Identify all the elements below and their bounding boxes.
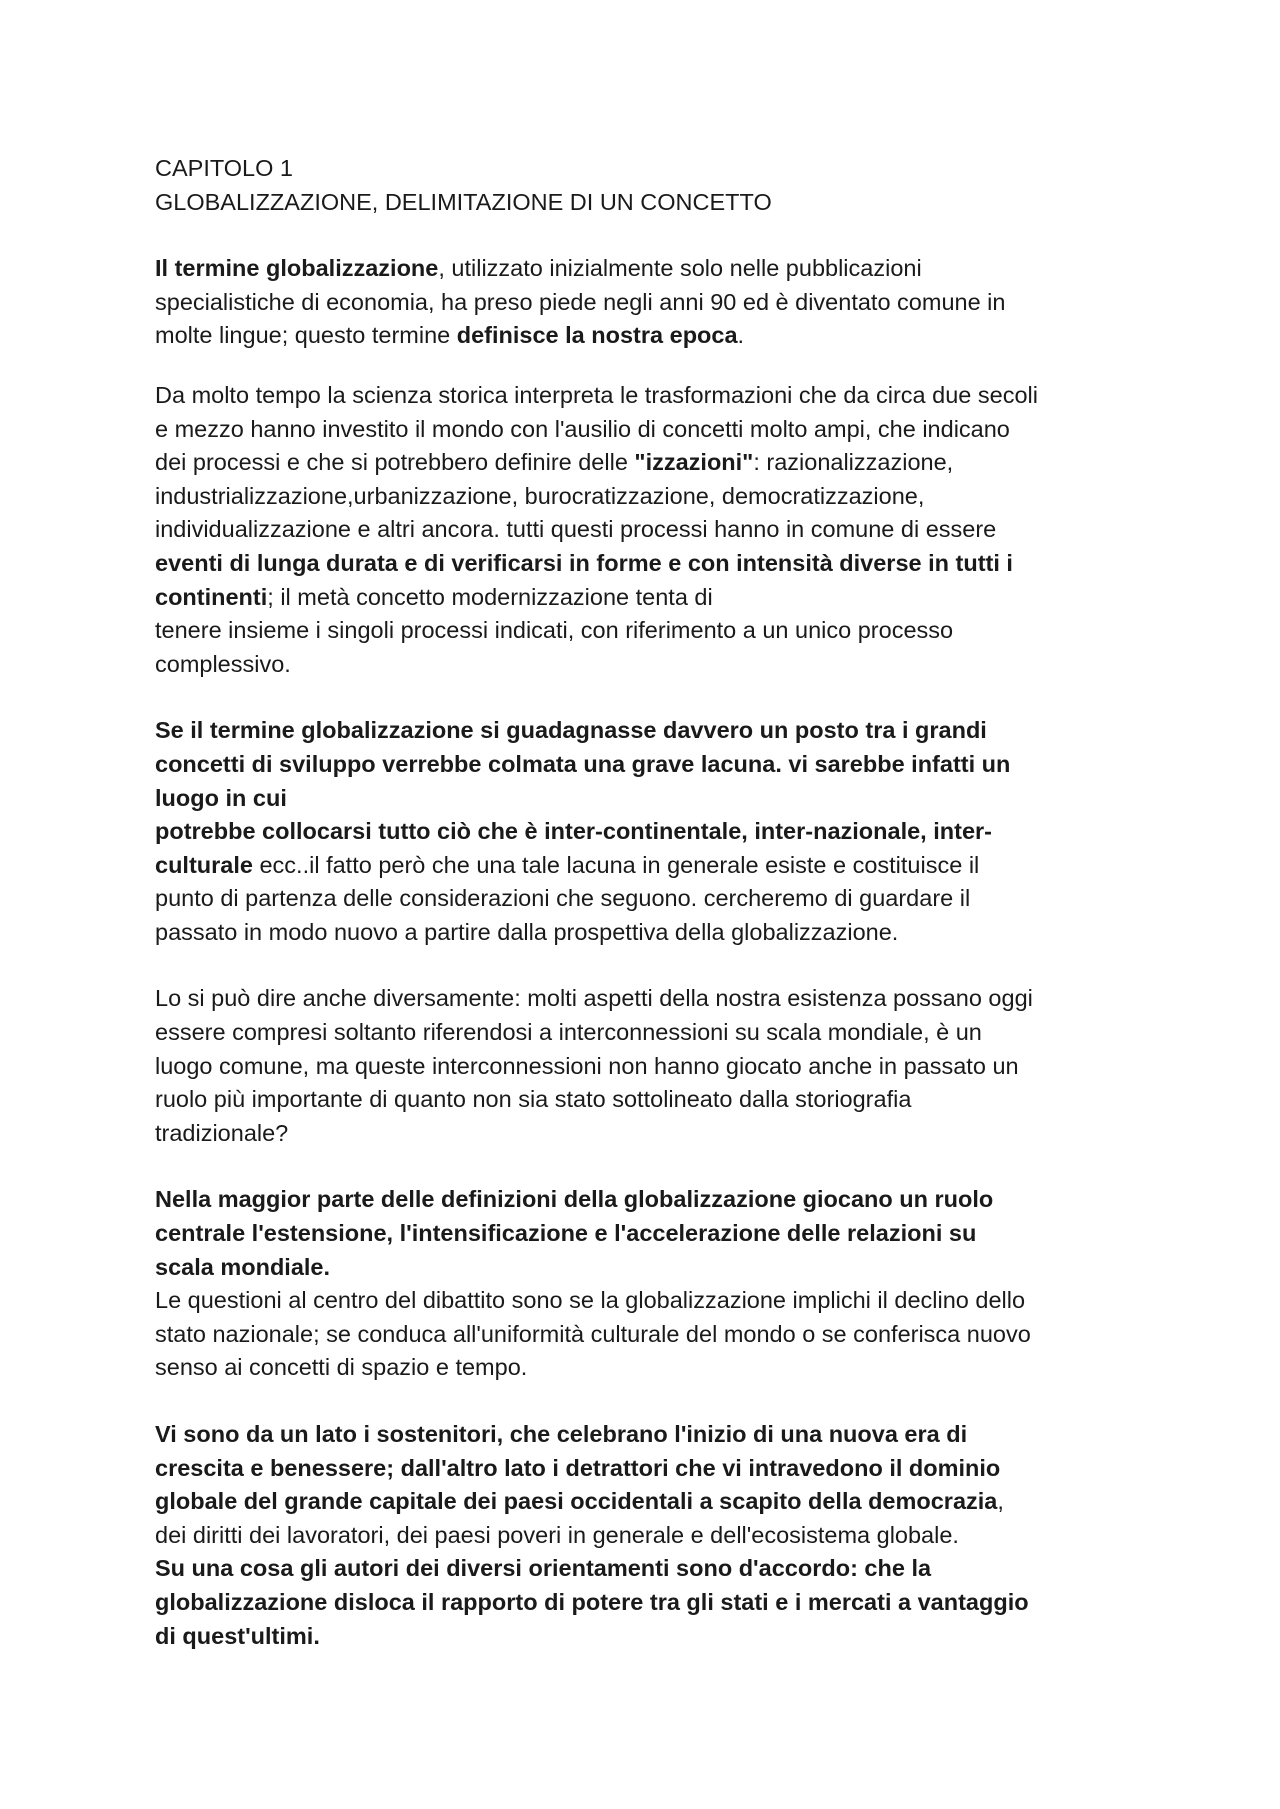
paragraph-line: passato in modo nuovo a partire dalla prospettiva della globalizzazione. [155, 918, 899, 945]
paragraph-line: Nella maggior parte delle definizioni della globalizzazione giocano un ruolo [155, 1186, 994, 1213]
paragraph-line [155, 319, 1165, 353]
paragraph-2 [155, 379, 1165, 681]
paragraph-line: concetti di sviluppo verrebbe colmata una grave lacuna. vi sarebbe infatti un [155, 750, 1011, 777]
text: ; il metà concetto modernizzazione tenta di [267, 583, 713, 610]
paragraph-line: centrale l'estensione, l'intensificazione e l'accelerazione delle relazioni su [155, 1220, 977, 1247]
paragraph-line: Su una cosa gli autori dei diversi orientamenti sono d'accordo: che la [155, 1555, 932, 1582]
text: . [737, 322, 745, 349]
paragraph-line [155, 581, 1165, 615]
paragraph-6 [155, 1418, 1165, 1653]
paragraph-line: ruolo più importante di quanto non sia stato sottolineato dalla storiografia [155, 1086, 912, 1113]
paragraph-line: essere compresi soltanto riferendosi a interconnessioni su scala mondiale, è un [155, 1019, 982, 1046]
bold-text: Il termine globalizzazione [155, 255, 439, 282]
paragraph-3 [155, 714, 1165, 949]
paragraph-line [155, 252, 1165, 286]
paragraph-line: luogo comune, ma queste interconnessioni non hanno giocato anche in passato un [155, 1052, 1019, 1079]
bold-text: continenti [155, 583, 268, 610]
text: , [997, 1488, 1004, 1515]
chapter-heading [155, 152, 1165, 219]
bold-text: globale del grande capitale dei paesi occidentali a scapito della democrazia [155, 1488, 998, 1515]
document-page [155, 152, 1165, 1653]
paragraph-line: Le questioni al centro del dibattito sono se la globalizzazione implichi il declino dello [155, 1287, 1026, 1314]
paragraph-1 [155, 252, 1165, 353]
paragraph-line: Da molto tempo la scienza storica interpreta le trasformazioni che da circa due secoli [155, 381, 1038, 408]
paragraph-line: dei diritti dei lavoratori, dei paesi poveri in generale e dell'ecosistema globale. [155, 1521, 959, 1548]
chapter-title: GLOBALIZZAZIONE, DELIMITAZIONE DI UN CONCETTO [155, 188, 772, 215]
bold-text: "izzazioni" [634, 449, 754, 476]
paragraph-line: senso ai concetti di spazio e tempo. [155, 1354, 528, 1381]
text: molte lingue; questo termine [155, 322, 457, 349]
text: dei processi e che si potrebbero definire delle [155, 449, 635, 476]
paragraph-line: luogo in cui [155, 784, 287, 811]
paragraph-line [155, 849, 1165, 883]
paragraph-line [155, 1485, 1165, 1519]
paragraph-line: e mezzo hanno investito il mondo con l'ausilio di concetti molto ampi, che indicano [155, 415, 1010, 442]
paragraph-line: Se il termine globalizzazione si guadagnasse davvero un posto tra i grandi [155, 717, 987, 744]
paragraph-line [155, 446, 1165, 480]
paragraph-line: scala mondiale. [155, 1253, 331, 1280]
chapter-number: CAPITOLO 1 [155, 155, 294, 181]
bold-text: definisce la nostra epoca [456, 322, 738, 349]
paragraph-line: eventi di lunga durata e di verificarsi in forme e con intensità diverse in tutti i [155, 549, 1013, 576]
paragraph-line: individualizzazione e altri ancora. tutti questi processi hanno in comune di essere [155, 516, 997, 543]
paragraph-4 [155, 982, 1165, 1150]
text: : razionalizzazione, [753, 449, 954, 476]
paragraph-line: complessivo. [155, 650, 291, 677]
paragraph-line: tenere insieme i singoli processi indicati, con riferimento a un unico processo [155, 617, 954, 644]
paragraph-line: potrebbe collocarsi tutto ciò che è inter-continentale, inter-nazionale, inter- [155, 818, 992, 845]
paragraph-line: globalizzazione disloca il rapporto di potere tra gli stati e i mercati a vantaggio [155, 1588, 1029, 1615]
text: , utilizzato inizialmente solo nelle pubblicazioni [438, 255, 922, 282]
paragraph-line: tradizionale? [155, 1119, 289, 1146]
paragraph-line: punto di partenza delle considerazioni che seguono. cercheremo di guardare il [155, 885, 971, 912]
paragraph-line: specialistiche di economia, ha preso piede negli anni 90 ed è diventato comune in [155, 288, 1006, 315]
bold-text: culturale [155, 851, 253, 878]
paragraph-line: stato nazionale; se conduca all'uniformità culturale del mondo o se conferisca nuovo [155, 1320, 1031, 1347]
paragraph-line: Vi sono da un lato i sostenitori, che celebrano l'inizio di una nuova era di [155, 1421, 968, 1447]
paragraph-5 [155, 1183, 1165, 1385]
paragraph-line: industrializzazione,urbanizzazione, burocratizzazione, democratizzazione, [155, 482, 925, 509]
text: ecc..il fatto però che una tale lacuna in generale esiste e costituisce il [252, 851, 980, 878]
paragraph-line: crescita e benessere; dall'altro lato i detrattori che vi intravedono il dominio [155, 1454, 1001, 1481]
paragraph-line: di quest'ultimi. [155, 1622, 320, 1649]
paragraph-line: Lo si può dire anche diversamente: molti aspetti della nostra esistenza possano oggi [155, 985, 1033, 1012]
